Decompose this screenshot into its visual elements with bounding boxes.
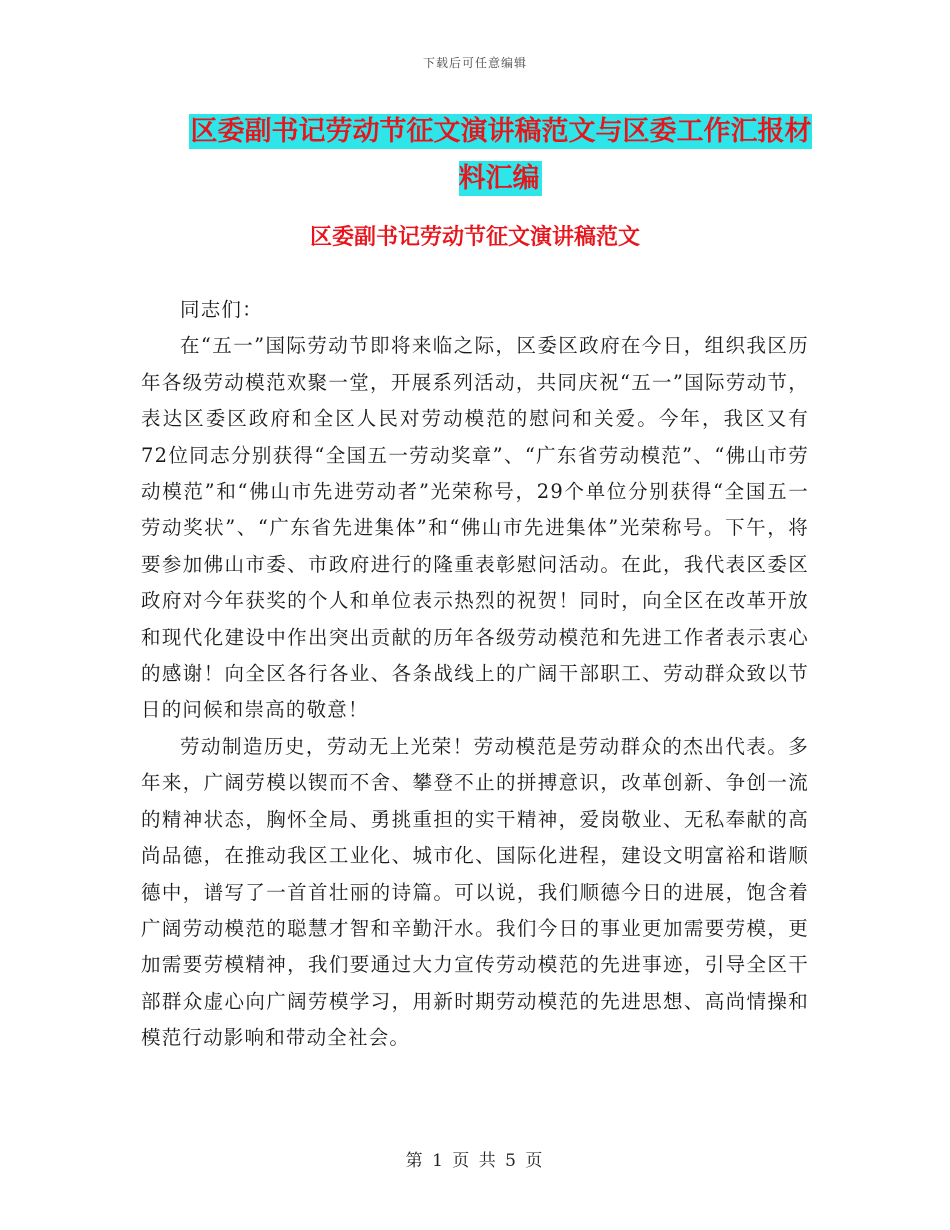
- document-body: [141, 292, 809, 1057]
- document-title-text: 区委副书记劳动节征文演讲稿范文与区委工作汇报材料汇编: [190, 116, 812, 194]
- salutation: 同志们：: [180, 298, 263, 321]
- paragraph-1: 在“五一”国际劳动节即将来临之际，区委区政府在今日，组织我区历年各级劳动模范欢聚一堂，开展系列活动，共同庆祝“五一”国际劳动节，表达区委区政府和全区人民对劳动模范的慰问和关爱。今年，我区又有72位同志分别获得“全国五一劳动奖章”、“广东省劳动模范”、“佛山市劳动模范”和“佛山市先进劳动者”光荣称号，29个单位分别获得“全国五一劳动奖状”、“广东省先进集体”和“佛山市先进集体”光荣称号。下午，将要参加佛山市委、市政府进行的隆重表彰慰问活动。在此，我代表区委区政府对今年获奖的个人和单位表示热烈的祝贺！同时，向全区在改革开放和现代化建设中作出突出贡献的历年各级劳动模范和先进工作者表示衷心的感谢！向全区各行各业、各条战线上的广阔干部职工、劳动群众致以节日的问候和崇高的敬意！: [141, 334, 809, 722]
- paragraph-2: 劳动制造历史，劳动无上光荣！劳动模范是劳动群众的杰出代表。多年来，广阔劳模以锲而不舍、攀登不止的拼搏意识，改革创新、争创一流的精神状态，胸怀全局、勇挑重担的实干精神，爱岗敬业、无私奉献的高尚品德，在推动我区工业化、城市化、国际化进程，建设文明富裕和谐顺德中，谱写了一首首壮丽的诗篇。可以说，我们顺德今日的进展，饱含着广阔劳动模范的聪慧才智和辛勤汗水。我们今日的事业更加需要劳模，更加需要劳模精神，我们要通过大力宣传劳动模范的先进事迹，引导全区干部群众虚心向广阔劳模学习，用新时期劳动模范的先进思想、高尚情操和模范行动影响和带动全社会。: [141, 734, 809, 1050]
- header-note: 下载后可任意编辑: [422, 56, 527, 70]
- page-footer: 第 1 页 共 5 页: [405, 1151, 545, 1171]
- document-subtitle: 区委副书记劳动节征文演讲稿范文: [309, 224, 640, 250]
- document-title: [185, 108, 815, 202]
